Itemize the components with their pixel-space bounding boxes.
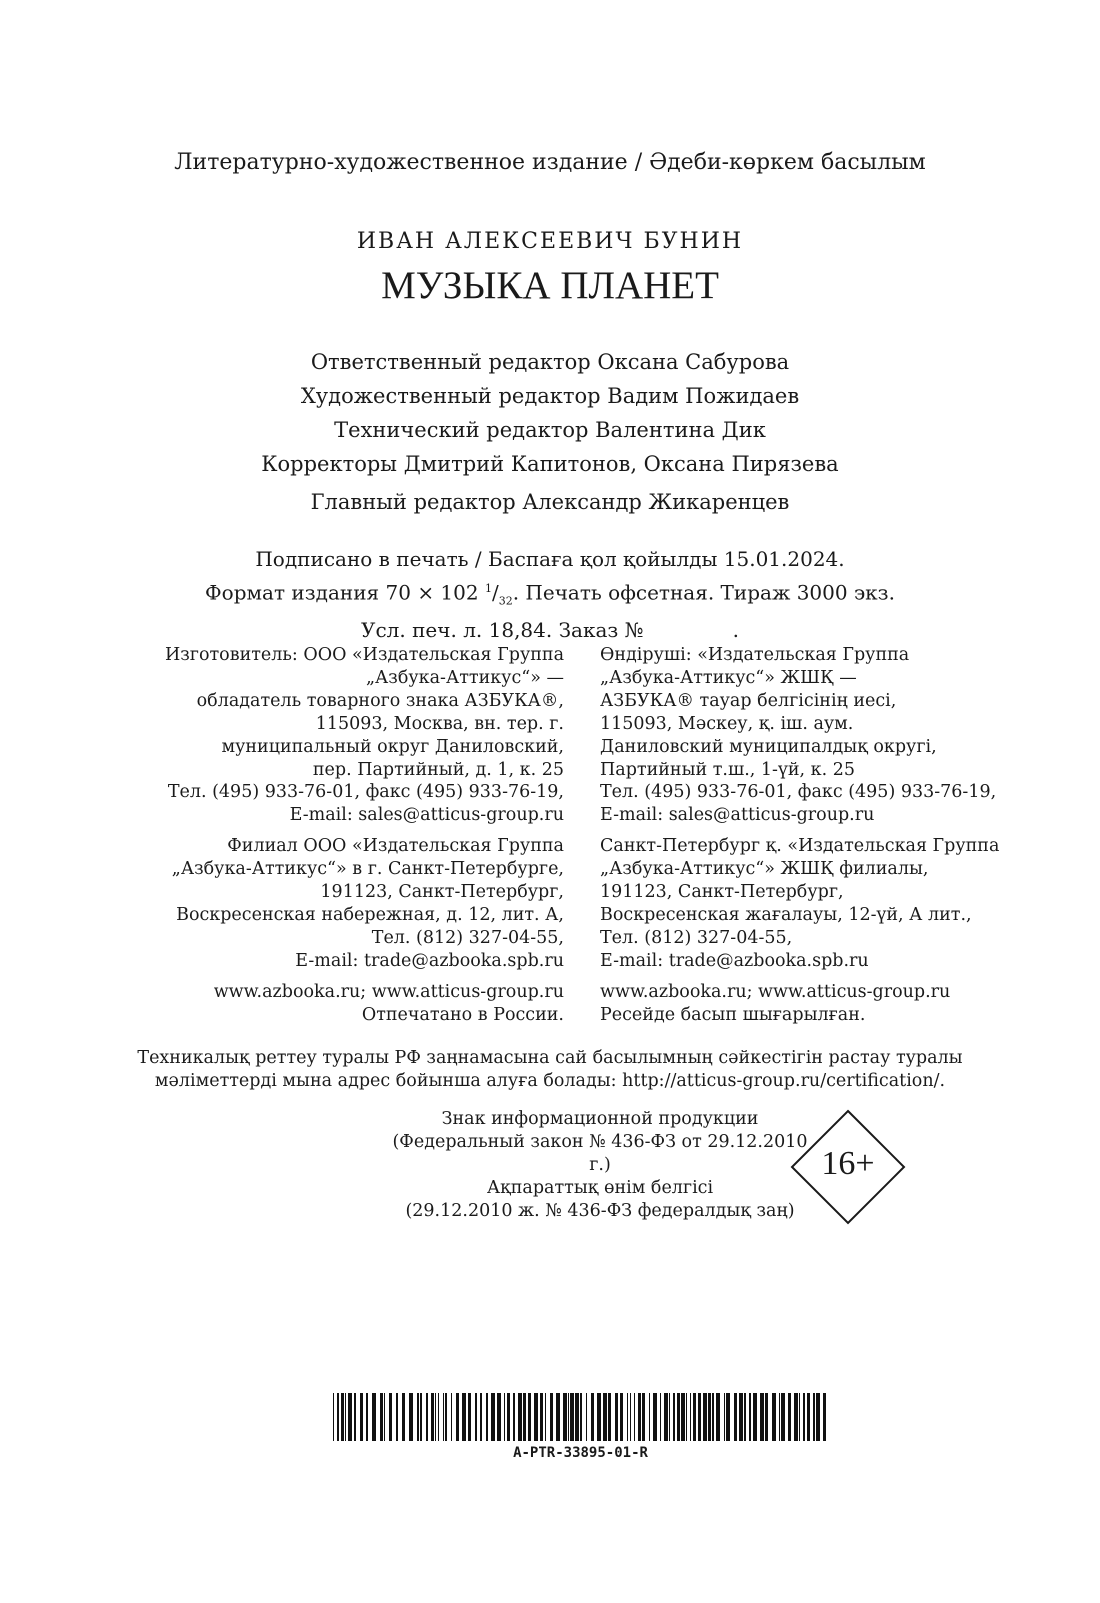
barcode-bar [409,1393,413,1441]
barcode-bar [366,1393,368,1441]
barcode-bar [451,1393,452,1441]
barcode-image [333,1393,828,1441]
print-signed-line: Подписано в печать / Баспаға қол қойылды 15.01.2024. [255,547,845,571]
barcode-bar [690,1393,691,1441]
barcode-bar [760,1393,764,1441]
barcode-code: A-PTR-33895-01-R [513,1445,648,1461]
barcode-bar [781,1393,785,1441]
format-text: Формат издания 70 × 102 [205,580,485,605]
barcode-bar [333,1393,334,1441]
barcode-bar [480,1393,482,1441]
maker-line: Изготовитель: ООО «Издательская Группа [164,645,564,665]
maker-line: 115093, Москва, вн. тер. г. [315,713,564,734]
credit-line: Корректоры Дмитрий Капитонов, Оксана Пирязева [261,452,839,476]
maker-line: обладатель товарного знака АЗБУКА®, [196,690,564,711]
age-rating-badge [790,1109,906,1225]
credit-line: Ответственный редактор Оксана Сабурова [310,350,790,374]
barcode-bar [528,1393,531,1441]
barcode-bar [534,1393,538,1441]
format-fraction-num: 1 [484,582,492,595]
barcode-bar [475,1393,477,1441]
barcode-bar [638,1393,641,1441]
barcode-bar [402,1393,405,1441]
branch-block [124,835,564,972]
barcode-bar [575,1393,579,1441]
barcode-bar [354,1393,356,1441]
barcode-bar [341,1393,344,1441]
maker-line: пер. Партийный, д. 1, к. 25 [312,759,564,780]
maker-block [600,644,1040,827]
format-fraction-sep: / [491,580,499,605]
barcode-bar [563,1393,567,1441]
barcode-bar [518,1393,522,1441]
maker-line: „Азбука-Аттикус“» — [365,667,564,688]
barcode-bar [799,1393,800,1441]
barcode-bar [816,1393,820,1441]
branch-line: Тел. (812) 327-04-55, [600,927,793,948]
web-block [600,981,1040,1027]
barcode-bar [703,1393,707,1441]
maker-line: E-mail: sales@atticus-group.ru [600,805,875,826]
barcode-bar [337,1393,339,1441]
barcode-bar [749,1393,751,1441]
barcode-bar [348,1393,352,1441]
barcode-bar [698,1393,701,1441]
maker-block [124,644,564,827]
printed-in-line: Отпечатано в России. [361,1004,564,1025]
barcode-bar [504,1393,505,1441]
publisher-info-kazakh [600,644,1040,1035]
barcode-bar [734,1393,737,1441]
barcode-bar [630,1393,631,1441]
branch-line: Санкт-Петербург қ. «Издательская Группа [600,836,1000,857]
barcode-bar [807,1393,810,1441]
barcode-bar [772,1393,776,1441]
barcode-bar [486,1393,488,1441]
author-name: ИВАН АЛЕКСЕЕВИЧ БУНИН [356,229,744,254]
barcode-bar [779,1393,780,1441]
print-order-line: Усл. печ. л. 18,84. Заказ № . [361,617,739,642]
barcode-bar [570,1393,574,1441]
barcode-bar [491,1393,495,1441]
branch-line: 191123, Санкт-Петербург, [320,882,564,903]
branch-line: Воскресенская жағалауы, 12-үй, А лит., [600,904,972,925]
printed-in-line: Ресейде басып шығарылған. [600,1004,866,1025]
print-info [0,545,1100,645]
barcode-bar [523,1393,526,1441]
info-sign-line: (Федеральный закон № 436-ФЗ от 29.12.2010 г.) [392,1132,808,1175]
barcode-bar [803,1393,805,1441]
edition-type: Литературно-художественное издание / Әдеби-көркем басылым [174,150,926,175]
barcode-bar [389,1393,392,1441]
branch-line: „Азбука-Аттикус“» в г. Санкт-Петербурге, [171,859,564,880]
branch-line: E-mail: trade@azbooka.spb.ru [600,950,869,971]
barcode-bar [580,1393,582,1441]
barcode-bar [716,1393,720,1441]
barcode-bar [693,1393,696,1441]
barcode-bar [642,1393,645,1441]
print-format-line [0,574,1100,616]
barcode-bar [380,1393,383,1441]
barcode-bar [591,1393,594,1441]
info-sign-line: Знак информационной продукции [441,1109,759,1129]
barcode-bar [462,1393,466,1441]
maker-line: Тел. (495) 933-76-01, факс (495) 933-76-19, [167,782,564,803]
barcode-bar [545,1393,546,1441]
credit-line: Технический редактор Валентина Дик [334,418,766,442]
chief-editor: Главный редактор Александр Жикаренцев [310,490,790,514]
barcode-bar [443,1393,444,1441]
book-title: МУЗЫКА ПЛАНЕТ [381,264,719,307]
barcode-bar [420,1393,422,1441]
barcode-bar [608,1393,611,1441]
barcode-bar [615,1393,618,1441]
barcode-bar [435,1393,436,1441]
barcode-bar [739,1393,743,1441]
certification-line: Техникалық реттеу туралы РФ заңнамасына сай басылымның сәйкестігін растау туралы [137,1048,963,1068]
certification-line: мәліметтерді мына адрес бойынша алуға болады: http://atticus-group.ru/certification/. [154,1071,946,1091]
branch-block [600,835,1040,972]
barcode-bar [627,1393,628,1441]
certification-note [0,1047,1100,1093]
barcode-bar [649,1393,650,1441]
barcode-bar [345,1393,346,1441]
barcode-bar [681,1393,685,1441]
barcode-bar [708,1393,711,1441]
barcode-bar [550,1393,553,1441]
barcode-bar [468,1393,471,1441]
branch-line: Воскресенская набережная, д. 12, лит. А, [176,904,564,925]
barcode-bar [726,1393,730,1441]
barcode-bar [794,1393,798,1441]
barcode-bar [673,1393,675,1441]
barcode-bar [660,1393,661,1441]
credit-line: Художественный редактор Вадим Пожидаев [300,384,800,408]
maker-line: Даниловский муниципалдық округі, [600,736,937,757]
branch-line: E-mail: trade@azbooka.spb.ru [295,950,564,971]
branch-line: Тел. (812) 327-04-55, [371,927,564,948]
information-sign-text [380,1108,820,1223]
barcode-bar [712,1393,714,1441]
web-line: www.azbooka.ru; www.atticus-group.ru [600,981,951,1002]
publisher-info-russian [124,644,564,1035]
barcode-bar [384,1393,385,1441]
maker-line: муниципальный округ Даниловский, [221,736,564,757]
barcode-bar [568,1393,569,1441]
barcode-bar [653,1393,657,1441]
barcode-bar [360,1393,363,1441]
barcode-bar [507,1393,510,1441]
barcode-bar [417,1393,419,1441]
barcode-bar [456,1393,459,1441]
info-sign-line: (29.12.2010 ж. № 436-ФЗ федералдық заң) [405,1201,795,1221]
barcode-bar [540,1393,543,1441]
maker-line: Тел. (495) 933-76-01, факс (495) 933-76-19, [600,782,997,803]
editorial-credits [0,345,1100,481]
barcode-bar [744,1393,746,1441]
barcode-bar [669,1393,670,1441]
format-text-end: . Печать офсетная. Тираж 3000 экз. [512,580,895,605]
barcode-bar [586,1393,587,1441]
barcode-bar [634,1393,635,1441]
barcode-bar [724,1393,725,1441]
barcode-bar [664,1393,668,1441]
branch-line: 191123, Санкт-Петербург, [600,882,844,903]
maker-line: „Азбука-Аттикус“» ЖШҚ — [600,667,857,688]
barcode-bar [497,1393,501,1441]
barcode-bar [445,1393,447,1441]
info-sign-line: Ақпараттық өнім белгісі [486,1178,714,1198]
barcode-bar [686,1393,687,1441]
barcode-bar [513,1393,515,1441]
maker-line: Өндіруші: «Издательская Группа [600,645,910,665]
barcode-bar [765,1393,768,1441]
format-fraction-den: 32 [498,594,513,608]
maker-line: Партийный т.ш., 1-үй, к. 25 [600,759,855,780]
barcode-bar [556,1393,560,1441]
barcode-bar [438,1393,439,1441]
barcode-bar [597,1393,601,1441]
branch-line: „Азбука-Аттикус“» ЖШҚ филиалы, [600,859,929,880]
barcode-bar [823,1393,826,1441]
barcode-bar [753,1393,757,1441]
barcode-bar [677,1393,680,1441]
barcode-bar [603,1393,607,1441]
barcode-bar [396,1393,398,1441]
barcode-bar [788,1393,791,1441]
barcode-bar [620,1393,623,1441]
barcode-bar [426,1393,428,1441]
web-block [124,981,564,1027]
web-line: www.azbooka.ru; www.atticus-group.ru [213,981,564,1002]
maker-line: 115093, Мәскеу, қ. іш. аум. [600,713,854,734]
barcode-bar [813,1393,815,1441]
branch-line: Филиал ООО «Издательская Группа [227,836,564,857]
barcode-bar [431,1393,434,1441]
barcode-bar [372,1393,376,1441]
age-rating-label: 16+ [821,1145,875,1182]
maker-line: E-mail: sales@atticus-group.ru [289,805,564,826]
maker-line: АЗБУКА® тауар белгісінің иесі, [600,690,897,711]
